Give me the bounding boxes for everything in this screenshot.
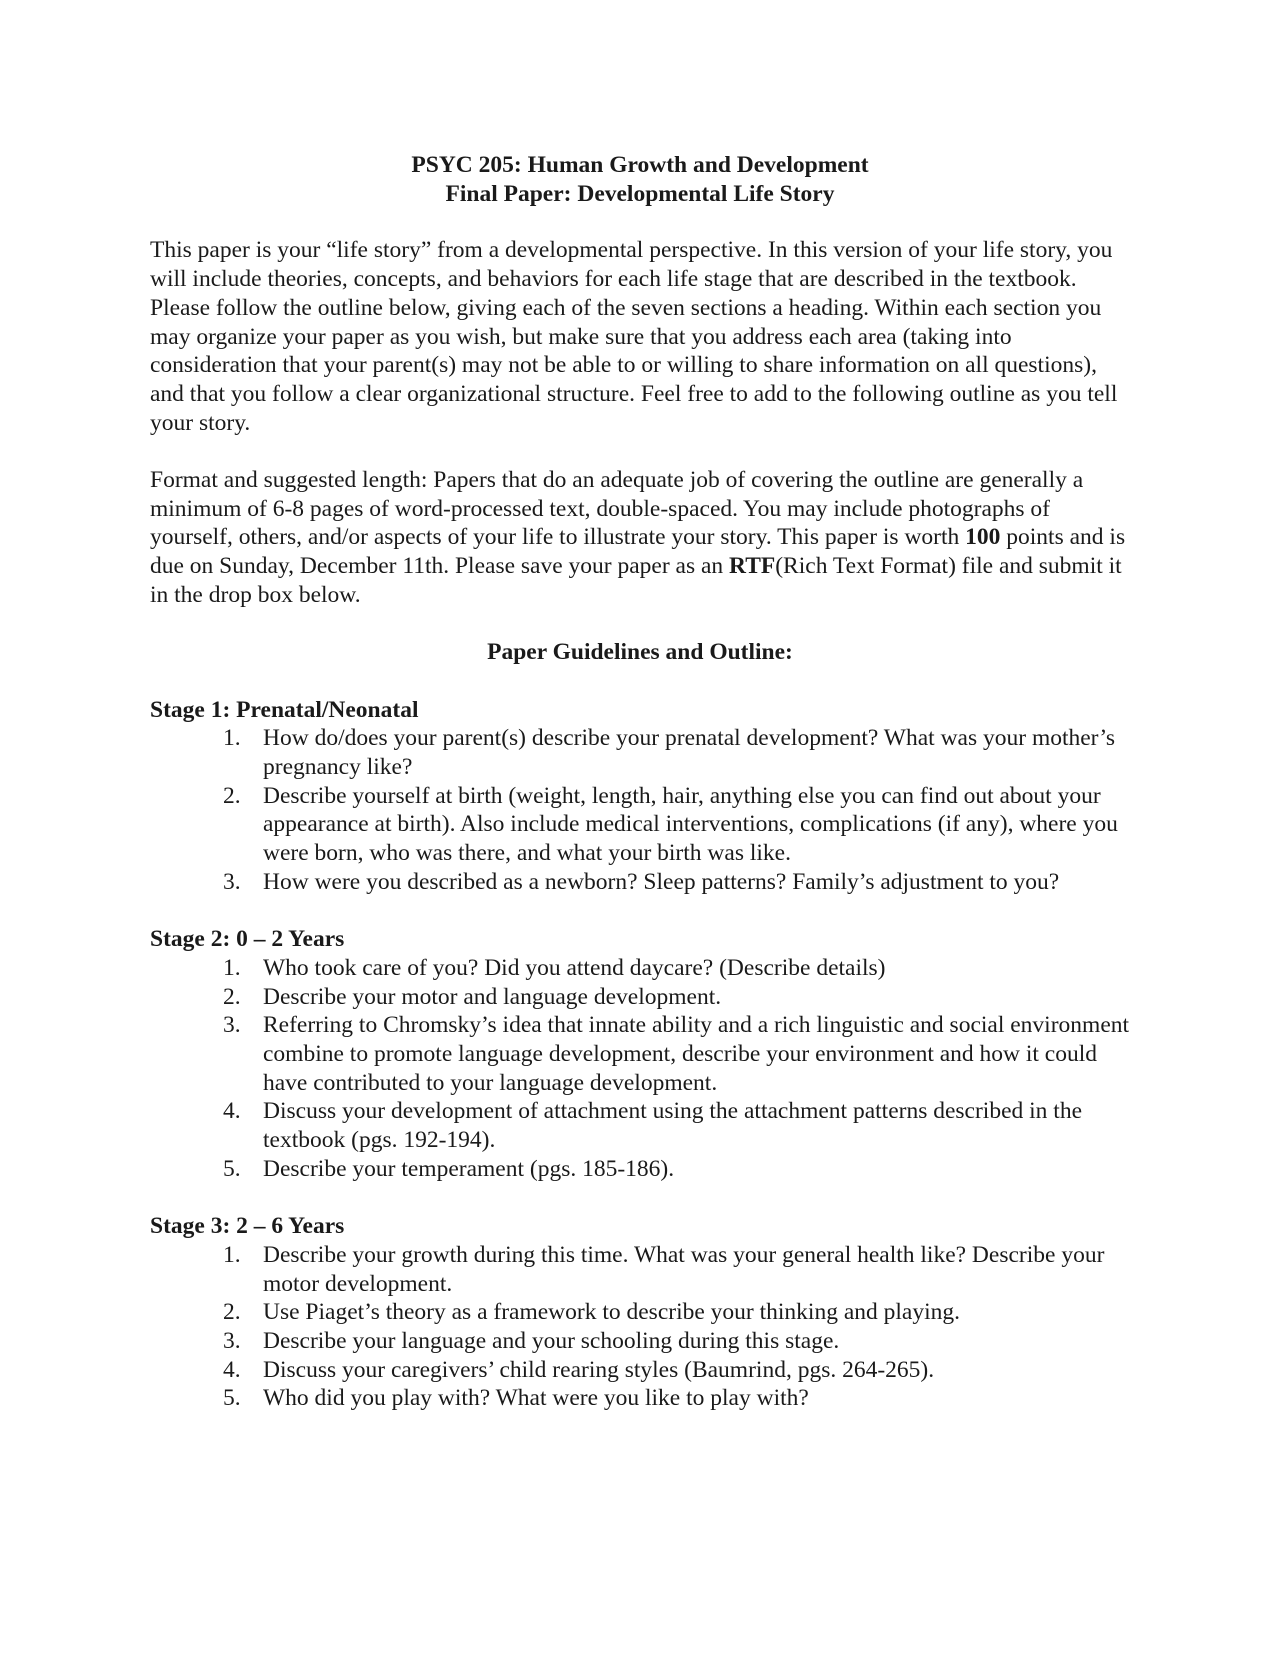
file-type: RTF <box>729 553 776 580</box>
item-text: Discuss your caregivers’ child rearing styles (Baumrind, pgs. 264-265). <box>263 1356 935 1383</box>
item-number: 5. <box>223 1385 241 1412</box>
stage-1-list <box>150 724 1130 896</box>
stage-2-section <box>150 925 1130 1183</box>
list-item <box>150 1327 1130 1356</box>
item-number: 1. <box>223 725 241 752</box>
item-number: 4. <box>223 1098 241 1125</box>
list-item <box>150 724 1130 781</box>
item-text: Describe your temperament (pgs. 185-186). <box>263 1155 675 1182</box>
item-text: Describe your growth during this time. What was your general health like? Describe your motor development. <box>263 1241 1105 1297</box>
item-number: 3. <box>223 868 241 895</box>
item-text: Who took care of you? Did you attend daycare? (Describe details) <box>263 954 886 981</box>
intro-paragraph: This paper is your “life story” from a developmental perspective. In this version of your life story, you will include theories, concepts, and behaviors for each life stage that are described in the textbook. Please follow the outline below, giving each of the seven sections a heading. Within each section you may organize your paper as you wish, but make sure that you address each area (taking into consideration that your parent(s) may not be able to or willing to share information on all questions), and that you follow a clear organizational structure. Feel free to add to the following outline as you tell your story. <box>150 237 1118 436</box>
format-paragraph <box>150 466 1130 610</box>
item-number: 2. <box>223 983 241 1010</box>
list-item <box>150 1097 1130 1154</box>
format-text-part1: Format and suggested length: Papers that do an adequate job of covering the outline are generally a minimum of 6-8 pages of word-processed text, double-spaced. You may include photographs of yourself, others, and/or aspects of your life to illustrate your story. This paper is worth <box>150 467 1084 551</box>
stage-3-list <box>150 1241 1130 1413</box>
stage-heading: Stage 2: 0 – 2 Years <box>150 926 345 953</box>
item-text: Describe yourself at birth (weight, length, hair, anything else you can find out about your appearance at birth). Also include medical interventions, complications (if any), where you were born, who was there, and what your birth was like. <box>263 782 1118 867</box>
item-text: Who did you play with? What were you like to play with? <box>263 1385 809 1412</box>
stage-heading: Stage 3: 2 – 6 Years <box>150 1213 345 1240</box>
item-number: 3. <box>223 1328 241 1355</box>
points-value: 100 <box>965 524 1001 551</box>
list-item <box>150 1384 1130 1413</box>
course-title: PSYC 205: Human Growth and Development <box>411 152 869 178</box>
stage-1-section <box>150 696 1130 897</box>
list-item <box>150 1241 1130 1298</box>
item-text: Discuss your development of attachment using the attachment patterns described in the textbook (pgs. 192-194). <box>263 1098 1083 1154</box>
item-number: 1. <box>223 1241 241 1268</box>
format-text-part3: (Rich Text Format) file and submit it in the drop box below. <box>150 553 1122 608</box>
item-text: How do/does your parent(s) describe your prenatal development? What was your mother’s pregnancy like? <box>263 725 1116 781</box>
list-item <box>150 782 1130 868</box>
list-item <box>150 954 1130 983</box>
title-block <box>150 151 1130 208</box>
item-text: Describe your motor and language development. <box>263 983 722 1010</box>
stage-3-section <box>150 1212 1130 1413</box>
item-number: 2. <box>223 1299 241 1326</box>
item-number: 3. <box>223 1012 241 1039</box>
list-item <box>150 1011 1130 1097</box>
list-item <box>150 1356 1130 1385</box>
item-text: Use Piaget’s theory as a framework to describe your thinking and playing. <box>263 1299 960 1326</box>
stage-2-list <box>150 954 1130 1184</box>
item-number: 1. <box>223 954 241 981</box>
item-text: Describe your language and your schooling during this stage. <box>263 1328 840 1355</box>
list-item <box>150 868 1130 897</box>
outline-heading: Paper Guidelines and Outline: <box>487 639 793 666</box>
list-item <box>150 1298 1130 1327</box>
item-number: 2. <box>223 782 241 809</box>
stage-heading: Stage 1: Prenatal/Neonatal <box>150 696 419 723</box>
list-item <box>150 1155 1130 1184</box>
paper-title: Final Paper: Developmental Life Story <box>445 180 835 207</box>
format-text-part2: points and is due on Sunday, December 11th. Please save your paper as an <box>150 524 1126 580</box>
item-text: How were you described as a newborn? Sleep patterns? Family’s adjustment to you? <box>263 868 1060 895</box>
item-text: Referring to Chromsky’s idea that innate ability and a rich linguistic and social environment combine to promote language development, describe your environment and how it could have contributed to your language development. <box>263 1012 1130 1096</box>
list-item <box>150 983 1130 1012</box>
item-number: 5. <box>223 1155 241 1182</box>
document-page <box>150 151 1130 1442</box>
item-number: 4. <box>223 1356 241 1383</box>
